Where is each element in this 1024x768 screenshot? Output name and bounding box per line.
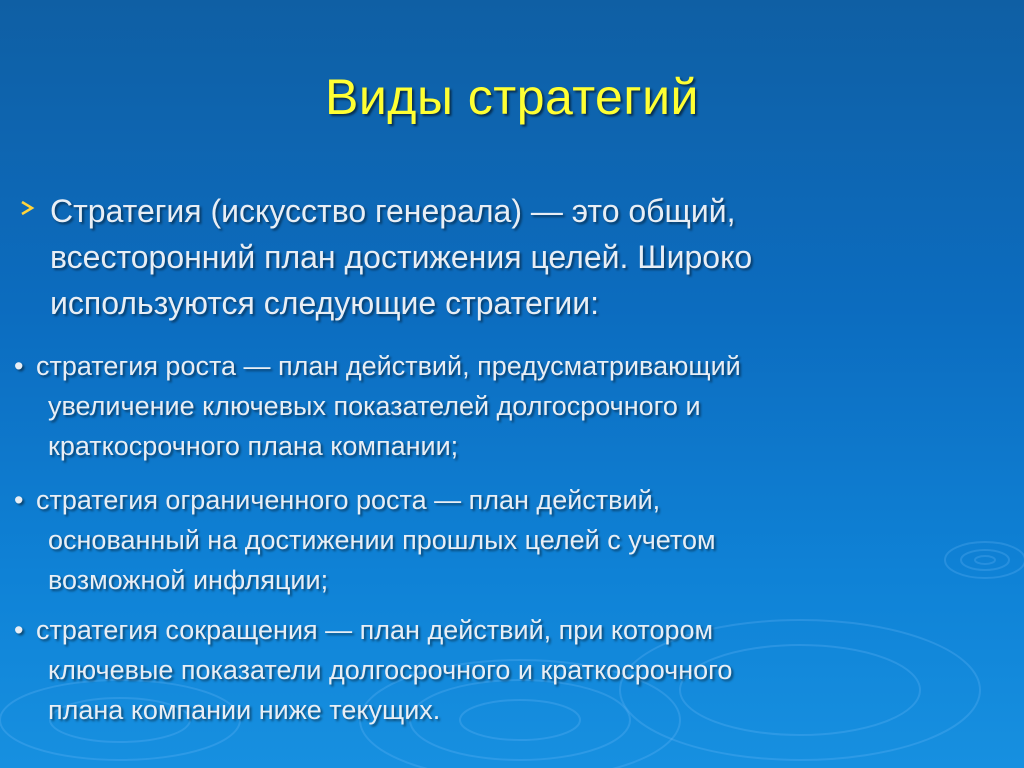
bullet-first-line bbox=[14, 610, 1004, 650]
arrow-bullet-icon bbox=[20, 200, 36, 216]
bullet-text: ключевые показатели долгосрочного и краткосрочного bbox=[48, 655, 733, 685]
bullet-first-line bbox=[14, 480, 1004, 520]
bullet-text: стратегия сокращения — план действий, при котором bbox=[36, 615, 714, 645]
intro-line: всесторонний план достижения целей. Широко bbox=[50, 239, 753, 275]
intro-line: Стратегия (искусство генерала) — это общий, bbox=[50, 193, 736, 229]
intro-text bbox=[50, 188, 1000, 326]
bullet-text: стратегия ограниченного роста — план действий, bbox=[36, 485, 661, 515]
bullet-growth-strategy bbox=[14, 346, 1004, 466]
bullet-text: увеличение ключевых показателей долгосрочного и bbox=[48, 391, 701, 421]
bullet-dot-icon: • bbox=[14, 351, 24, 381]
bullet-limited-growth-strategy bbox=[14, 480, 1004, 600]
intro-paragraph bbox=[20, 188, 1000, 326]
bullet-reduction-strategy bbox=[14, 610, 1004, 730]
bullet-first-line bbox=[14, 346, 1004, 386]
bullet-dot-icon: • bbox=[14, 485, 24, 515]
bullet-text: основанный на достижении прошлых целей с учетом bbox=[48, 525, 716, 555]
intro-line: используются следующие стратегии: bbox=[50, 285, 600, 321]
bullet-text: стратегия роста — план действий, предусматривающий bbox=[36, 351, 741, 381]
slide-title: Виды стратегий bbox=[325, 69, 699, 125]
bullet-text: возможной инфляции; bbox=[48, 565, 329, 595]
bullet-text: краткосрочного плана компании; bbox=[48, 431, 459, 461]
bullet-text: плана компании ниже текущих. bbox=[48, 695, 441, 725]
bullet-dot-icon: • bbox=[14, 615, 24, 645]
